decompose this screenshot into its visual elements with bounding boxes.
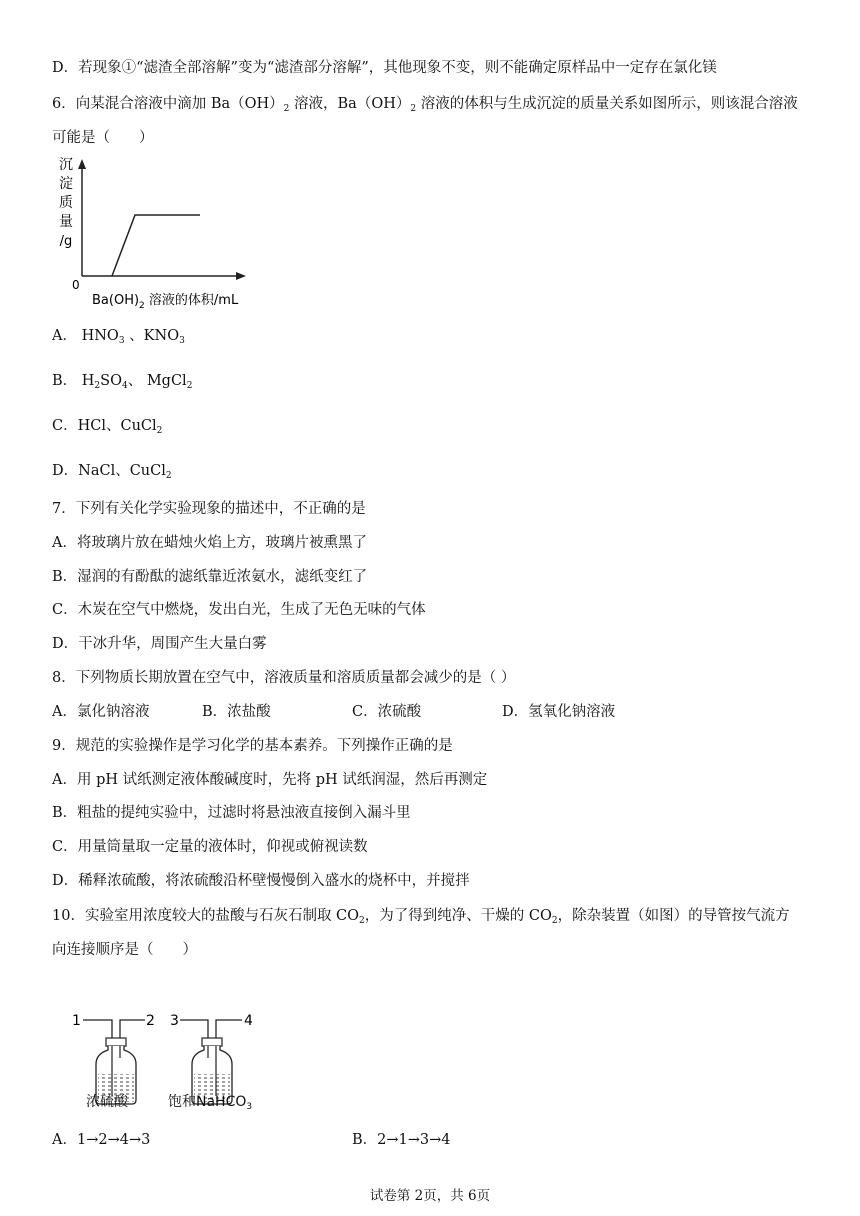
q8-option-d[interactable]: D．氢氧化钠溶液 [502,704,616,720]
q10-option-b[interactable]: B．2→1→3→4 [352,1132,451,1148]
y-label-char: 淀 [59,176,73,192]
origin-label: 0 [72,278,80,292]
q7-option-c[interactable]: C．木炭在空气中燃烧，发出白光，生成了无色无味的气体 [52,602,426,618]
q9-option-c[interactable]: C．用量筒量取一定量的液体时，仰视或俯视读数 [52,839,368,855]
inlet-tube-1 [83,1020,112,1040]
q6-stem-line1: 6．向某混合溶液中滴加 $Ba(OH)_2$ 溶液，$Ba(OH)_2$ 溶液的体积与生成沉淀的质量关系如图所示，则该混合溶液 [52,96,798,114]
q6-option-d[interactable]: D．NaCl、CuCl$_2$ [52,463,172,481]
q8-stem: 8．下列物质长期放置在空气中，溶液质量和溶质质量都会减少的是（ ） [52,670,516,686]
q7-option-d[interactable]: D．干冰升华，周围产生大量白雾 [52,636,267,652]
outlet-tube-2 [216,1020,242,1040]
outlet-tube-1 [120,1020,145,1040]
y-axis-label [59,157,73,249]
q9-option-d[interactable]: D．稀释浓硫酸，将浓硫酸沿杯壁慢慢倒入盛水的烧杯中，并搅拌 [52,873,470,889]
q6-option-a[interactable]: A． $HNO_3$ 、$KNO_3$ [52,328,185,346]
q7-option-a[interactable]: A．将玻璃片放在蜡烛火焰上方，玻璃片被熏黑了 [52,535,367,551]
bottle-1 [72,1013,155,1104]
q9-option-a[interactable]: A．用 pH 试纸测定液体酸碱度时，先将 pH 试纸润湿，然后再测定 [52,772,488,788]
q10-option-a[interactable]: A．1→2→4→3 [52,1132,151,1148]
q7-option-b[interactable]: B．湿润的有酚酞的滤纸靠近浓氨水，滤纸变红了 [52,569,368,585]
q7-stem: 7．下列有关化学实验现象的描述中，不正确的是 [52,501,366,517]
q6-option-c[interactable]: C．HCl、CuCl$_2$ [52,418,163,436]
stopper-2 [202,1038,222,1046]
y-label-char: 质 [59,195,73,211]
mass-curve [112,215,200,276]
y-label-char: 沉 [59,157,73,173]
y-label-char: 量 [59,214,73,230]
precipitate-chart [52,153,292,313]
bottle-2-label: 饱和NaHCO$_3$ [168,1094,253,1112]
port-1-label: 1 [72,1013,81,1029]
x-axis-arrow [236,272,246,280]
q9-option-b[interactable]: B．粗盐的提纯实验中，过滤时将悬浊液直接倒入漏斗里 [52,805,411,821]
q8-option-a[interactable]: A．氯化钠溶液 [52,704,150,720]
q6-stem-line2: 可能是（ ） [52,130,154,146]
inlet-tube-2 [180,1020,208,1040]
q10-stem-line2: 向连接顺序是（ ） [52,942,197,958]
q8-option-b[interactable]: B．浓盐酸 [202,704,271,720]
port-3-label: 3 [170,1013,179,1029]
port-2-label: 2 [146,1013,155,1029]
q9-stem: 9．规范的实验操作是学习化学的基本素养。下列操作正确的是 [52,738,453,754]
q5-option-d: D．若现象①“滤渣全部溶解”变为“滤渣部分溶解”，其他现象不变，则不能确定原样品中一定存在氯化镁 [52,60,717,76]
port-4-label: 4 [244,1013,253,1029]
x-axis-label: $Ba(OH)_2$ 溶液的体积/mL [92,293,239,311]
y-axis-arrow [78,159,86,169]
q8-option-c[interactable]: C．浓硫酸 [352,704,422,720]
y-label-char: /g [59,234,73,249]
stopper-1 [106,1038,126,1046]
page-footer: 试卷第 2页，共 6页 [369,1188,491,1204]
q10-stem-line1: 10．实验室用浓度较大的盐酸与石灰石制取 $CO_2$，为了得到纯净、干燥的 $CO_2$，除杂装置（如图）的导管按气流方 [52,908,790,926]
bottle-2 [170,1013,253,1104]
bottle-1-label: 浓硫酸 [86,1094,128,1110]
q6-option-b[interactable]: B． $H_2SO_4$、 MgCl$_2$ [52,373,193,391]
